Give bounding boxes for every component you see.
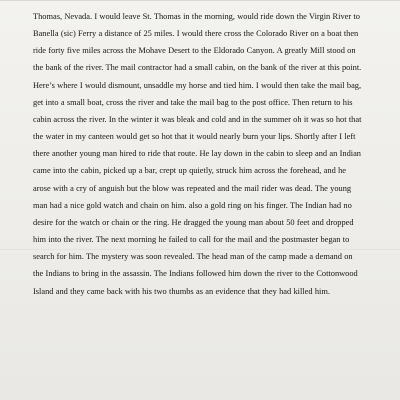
- text-line: desire for the watch or chain or the ring. He dragged the young man about 50 feet and dropped: [33, 217, 354, 227]
- text-line: Here’s where I would dismount, unsaddle my horse and tied him. I would then take the mail bag,: [33, 80, 362, 90]
- text-line: Island and they came back with his two thumbs as an evidence that they had killed him.: [33, 286, 330, 296]
- text-line: get into a small boat, cross the river and take the mail bag to the post office. Then return to his: [33, 97, 353, 107]
- text-line: Thomas, Nevada. I would leave St. Thomas in the morning, would ride down the Virgin River to: [33, 12, 360, 21]
- text-line: there another young man hired to ride that route. He lay down in the cabin to sleep and an Indian: [33, 149, 361, 159]
- text-line: the water in my canteen would get so hot that it would nearly burn your lips. Shortly after I left: [33, 132, 356, 142]
- text-line: the bank of the river. The mail contractor had a small cabin, on the bank of the river at this point.: [33, 63, 362, 73]
- text-line: him into the river. The next morning he failed to call for the mail and the postmaster began to: [33, 235, 350, 245]
- text-line: man had a nice gold watch and chain on him. also a gold ring on his finger. The Indian had no: [33, 200, 352, 210]
- text-line: the Indians to bring in the assassin. The Indians followed him down the river to the Cottonwood: [33, 269, 358, 279]
- document-body-text: [33, 8, 378, 300]
- text-line: ride forty five miles across the Mohave Desert to the Eldorado Canyon. A greatly Mill stood on: [33, 46, 356, 56]
- text-line: came into the cabin, picked up a bar, crept up quietly, struck him across the forehead, and he: [33, 166, 346, 176]
- text-line: cabin across the river. In the winter it was bleak and cold and in the summer oh it was so hot that: [33, 114, 362, 124]
- text-line: Banella (sic) Ferry a distance of 25 miles. I would there cross the Colorado River on a boat then: [33, 29, 359, 39]
- paper-fold-line: [0, 249, 400, 250]
- text-line: arose with a cry of anguish but the blow was repeated and the mail rider was dead. The young: [33, 183, 352, 193]
- text-line: search for him. The mystery was soon revealed. The head man of the camp made a demand on: [33, 252, 353, 262]
